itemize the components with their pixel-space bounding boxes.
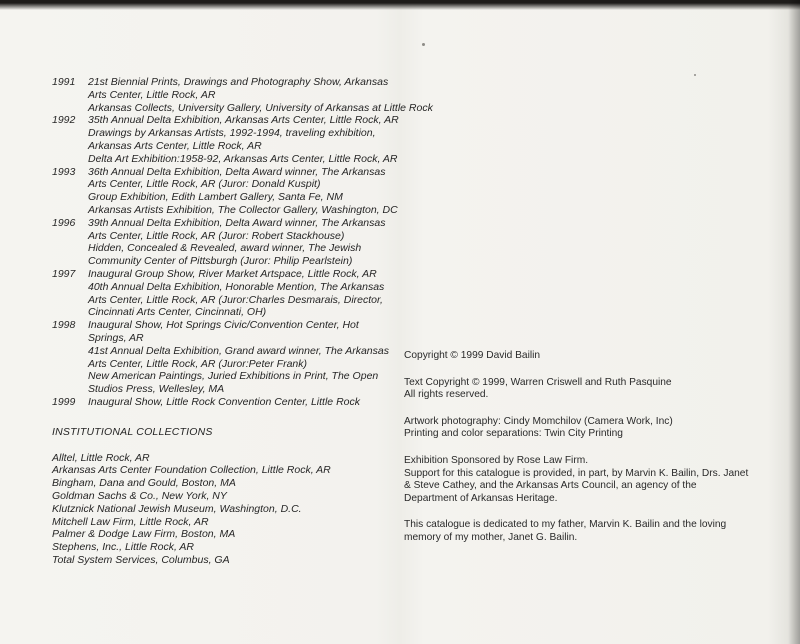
exhibition-line: 21st Biennial Prints, Drawings and Photography Show, Arkansas — [88, 76, 389, 88]
exhibition-line: Arts Center, Little Rock, AR — [88, 88, 216, 101]
collection-item: Mitchell Law Firm, Little Rock, AR — [52, 515, 209, 528]
exhibition-line: Arts Center, Little Rock, AR (Juror:Peter Frank) — [88, 357, 308, 370]
exhibition-line: Studios Press, Wellesley, MA — [88, 383, 225, 396]
exhibition-entries — [88, 166, 397, 217]
collection-item: Palmer & Dodge Law Firm, Boston, MA — [52, 528, 236, 541]
collections-heading: INSTITUTIONAL COLLECTIONS — [52, 425, 213, 438]
exhibition-entries — [88, 217, 397, 268]
page-edge-shadow — [788, 0, 800, 644]
credit-line: Support for this catalogue is provided, in part, by Marvin K. Bailin, Drs. Janet — [404, 467, 749, 479]
collection-item: Arkansas Arts Center Foundation Collection, Little Rock, AR — [52, 464, 331, 477]
credits-block — [404, 350, 749, 559]
paper-speck — [694, 74, 696, 76]
exhibition-entry — [88, 101, 433, 115]
exhibition-year-group — [52, 166, 397, 217]
exhibition-line: Delta Art Exhibition:1958-92, Arkansas Arts Center, Little Rock, AR — [88, 152, 398, 165]
credit-line: memory of my mother, Janet G. Bailin. — [404, 531, 578, 543]
page-top-shadow — [0, 0, 800, 10]
exhibition-line: Community Center of Pittsburgh (Juror: Philip Pearlstein) — [88, 255, 353, 268]
exhibition-line: 40th Annual Delta Exhibition, Honorable Mention, The Arkansas — [88, 280, 385, 293]
collection-item: Stephens, Inc., Little Rock, AR — [52, 541, 195, 554]
exhibition-year-group — [52, 217, 397, 268]
exhibition-line: Arkansas Collects, University Gallery, University of Arkansas at Little Rock — [88, 101, 433, 114]
exhibition-entries — [88, 76, 433, 114]
exhibition-entry — [88, 345, 397, 371]
exhibition-line: Arkansas Arts Center, Little Rock, AR — [88, 139, 262, 152]
exhibition-entry — [88, 370, 397, 396]
collection-item: Bingham, Dana and Gould, Boston, MA — [52, 477, 236, 490]
credit-paragraph — [404, 416, 734, 441]
exhibition-line: 41st Annual Delta Exhibition, Grand award winner, The Arkansas — [88, 344, 389, 357]
exhibition-entry — [88, 191, 397, 204]
exhibition-entry — [88, 396, 397, 409]
credit-line: Exhibition Sponsored by Rose Law Firm. — [404, 454, 589, 466]
exhibition-list — [52, 76, 433, 409]
credit-paragraph — [404, 454, 749, 505]
credit-line: Printing and color separations: Twin City Printing — [404, 428, 623, 440]
exhibition-line: Arkansas Artists Exhibition, The Collector Gallery, Washington, DC — [88, 203, 398, 216]
exhibition-line: Group Exhibition, Edith Lambert Gallery, Santa Fe, NM — [88, 191, 343, 204]
credit-paragraph — [404, 350, 734, 363]
exhibition-line: Springs, AR — [88, 331, 144, 344]
collection-item: Total System Services, Columbus, GA — [52, 553, 230, 566]
left-page — [52, 76, 433, 567]
exhibition-entry — [88, 268, 397, 281]
exhibition-entries — [88, 396, 397, 409]
exhibition-year: 1998 — [52, 319, 76, 332]
exhibition-line: Drawings by Arkansas Artists, 1992-1994, traveling exhibition, — [88, 127, 376, 140]
credit-paragraph — [404, 519, 734, 544]
paper-speck — [422, 43, 425, 46]
exhibition-line: Inaugural Show, Little Rock Convention Center, Little Rock — [88, 395, 360, 408]
exhibition-entry — [88, 127, 397, 153]
exhibition-entries — [88, 114, 397, 165]
credit-line: This catalogue is dedicated to my father, Marvin K. Bailin and the loving — [404, 519, 727, 531]
collections-list — [52, 452, 397, 567]
exhibition-year-group — [52, 319, 397, 396]
exhibition-entry — [88, 242, 397, 268]
exhibition-line: Arts Center, Little Rock, AR (Juror: Robert Stackhouse) — [88, 229, 345, 242]
collection-item: Goldman Sachs & Co., New York, NY — [52, 489, 227, 502]
exhibition-entry — [88, 217, 397, 243]
exhibition-entry — [88, 166, 397, 192]
collection-item: Alltel, Little Rock, AR — [52, 451, 150, 464]
exhibition-entry — [88, 204, 397, 217]
credit-line: All rights reserved. — [404, 389, 489, 401]
exhibition-entry — [88, 153, 397, 166]
exhibition-entry — [88, 319, 397, 345]
exhibition-line: 36th Annual Delta Exhibition, Delta Award winner, The Arkansas — [88, 165, 386, 178]
exhibition-year-group — [52, 396, 397, 409]
exhibition-entry — [88, 76, 397, 102]
exhibition-year-group — [52, 114, 397, 165]
credit-line: Department of Arkansas Heritage. — [404, 492, 558, 504]
credit-line: & Steve Cathey, and the Arkansas Arts Council, an agency of the — [404, 480, 697, 492]
exhibition-year: 1993 — [52, 165, 76, 178]
credit-line: Text Copyright © 1999, Warren Criswell and Ruth Pasquine — [404, 376, 672, 388]
exhibition-year-group — [52, 76, 433, 114]
credit-line: Artwork photography: Cindy Momchilov (Camera Work, Inc) — [404, 415, 673, 427]
credit-paragraph — [404, 377, 734, 402]
exhibition-line: 35th Annual Delta Exhibition, Arkansas Arts Center, Little Rock, AR — [88, 114, 399, 127]
exhibition-entry — [88, 114, 397, 127]
exhibition-line: Hidden, Concealed & Revealed, award winner, The Jewish — [88, 242, 362, 255]
exhibition-year: 1999 — [52, 395, 76, 408]
exhibition-line: Arts Center, Little Rock, AR (Juror:Charles Desmarais, Director, — [88, 293, 383, 306]
exhibition-line: Inaugural Group Show, River Market Artspace, Little Rock, AR — [88, 267, 377, 280]
exhibition-line: Cincinnati Arts Center, Cincinnati, OH) — [88, 306, 267, 319]
exhibition-year: 1991 — [52, 76, 76, 88]
collection-item: Klutznick National Jewish Museum, Washington, D.C. — [52, 502, 302, 515]
exhibition-entry — [88, 281, 397, 319]
exhibition-line: 39th Annual Delta Exhibition, Delta Award winner, The Arkansas — [88, 216, 386, 229]
exhibition-entries — [88, 268, 397, 319]
exhibition-line: Inaugural Show, Hot Springs Civic/Convention Center, Hot — [88, 319, 359, 332]
exhibition-year-group — [52, 268, 397, 319]
exhibition-entries — [88, 319, 397, 396]
exhibition-line: Arts Center, Little Rock, AR (Juror: Donald Kuspit) — [88, 178, 321, 191]
exhibition-year: 1996 — [52, 216, 76, 229]
credit-line: Copyright © 1999 David Bailin — [404, 350, 541, 361]
exhibition-year: 1992 — [52, 114, 76, 127]
exhibition-line: New American Paintings, Juried Exhibitions in Print, The Open — [88, 370, 379, 383]
exhibition-year: 1997 — [52, 267, 76, 280]
